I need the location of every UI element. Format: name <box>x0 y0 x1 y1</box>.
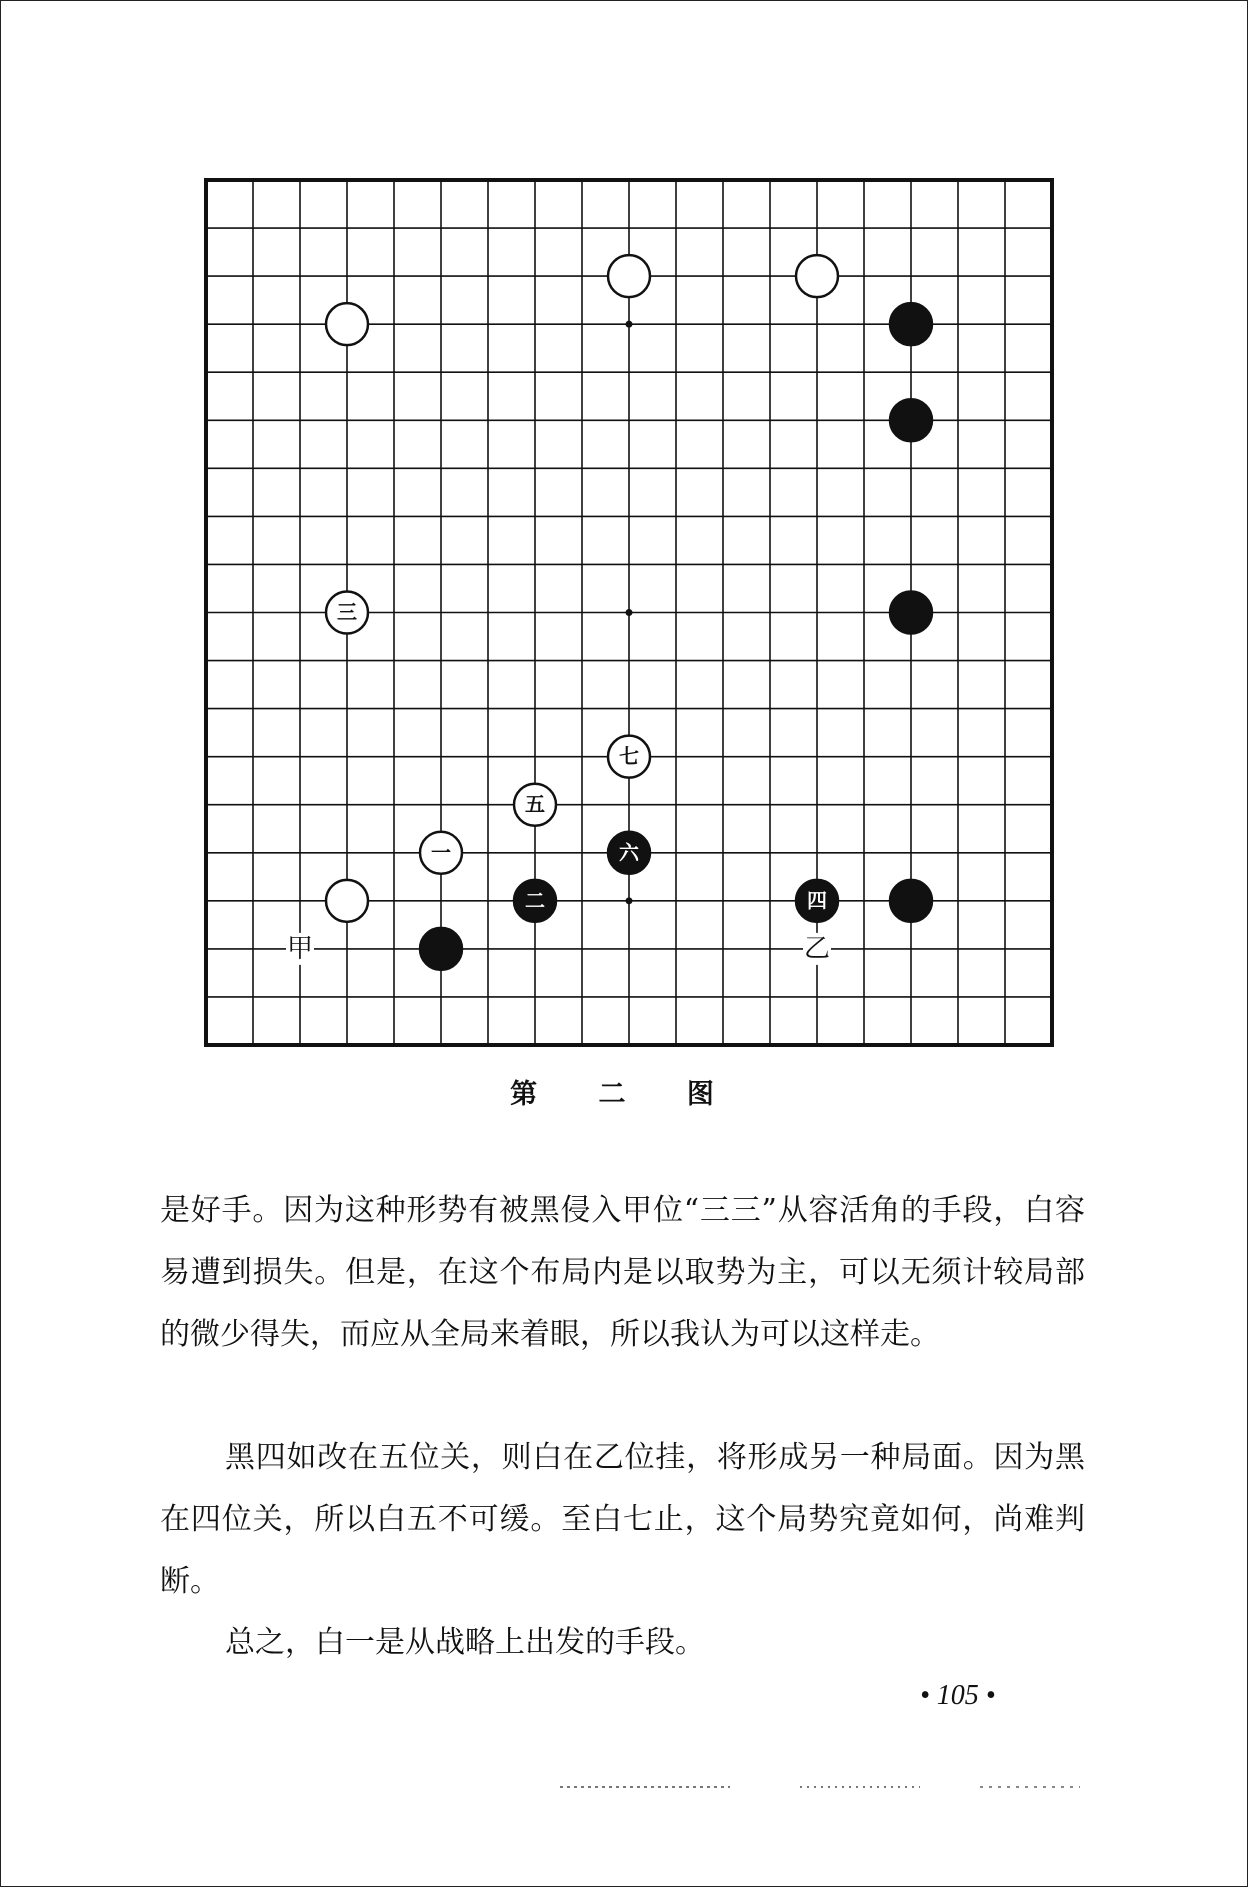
black-stone <box>890 880 932 922</box>
paragraph-1: 是好手。因为这种形势有被黑侵入甲位“三三”从容活角的手段，白容易遭到损失。但是，在这个布局内是以取势为主，可以无须计较局部的微少得失，而应从全局来着眼，所以我认为可以这样走。 <box>160 1193 1085 1352</box>
white-stone <box>514 784 556 826</box>
move-number-label: 二 <box>525 888 545 913</box>
star-point <box>626 321 633 328</box>
point-marker <box>286 933 314 965</box>
black-stone <box>514 880 556 922</box>
move-number-label: 一 <box>431 840 451 865</box>
white-stone <box>796 255 838 297</box>
white-stone <box>608 255 650 297</box>
black-stone <box>796 880 838 922</box>
move-number-label: 七 <box>619 744 639 769</box>
black-stone <box>890 399 932 441</box>
star-point <box>626 609 633 616</box>
point-marker <box>803 933 831 965</box>
scan-specks <box>560 1784 1240 1790</box>
black-stone <box>890 592 932 634</box>
white-stone <box>608 736 650 778</box>
white-stone <box>326 303 368 345</box>
move-number-label: 六 <box>619 840 639 865</box>
figure-caption: 第 二 图 <box>510 1079 740 1110</box>
move-number-label: 四 <box>807 888 827 913</box>
go-board-diagram <box>206 180 1052 1045</box>
black-stone <box>420 928 462 970</box>
move-number-label: 五 <box>525 792 545 817</box>
black-stone <box>608 832 650 874</box>
point-marker-label: 乙 <box>803 933 831 964</box>
move-number-label: 三 <box>337 600 357 624</box>
paragraph-3: 总之，白一是从战略上出发的手段。 <box>225 1625 705 1660</box>
paragraph-2: 黑四如改在五位关，则白在乙位挂，将形成另一种局面。因为黑在四位关，所以白五不可缓。至白七止，这个局势究竟如何，尚难判断。 <box>160 1440 1085 1599</box>
star-point <box>626 897 633 904</box>
point-marker-label: 甲 <box>286 933 314 964</box>
white-stone <box>420 832 462 874</box>
black-stone <box>890 303 932 345</box>
white-stone <box>326 880 368 922</box>
page-number: • 105 • <box>920 1680 996 1711</box>
white-stone <box>326 592 368 634</box>
